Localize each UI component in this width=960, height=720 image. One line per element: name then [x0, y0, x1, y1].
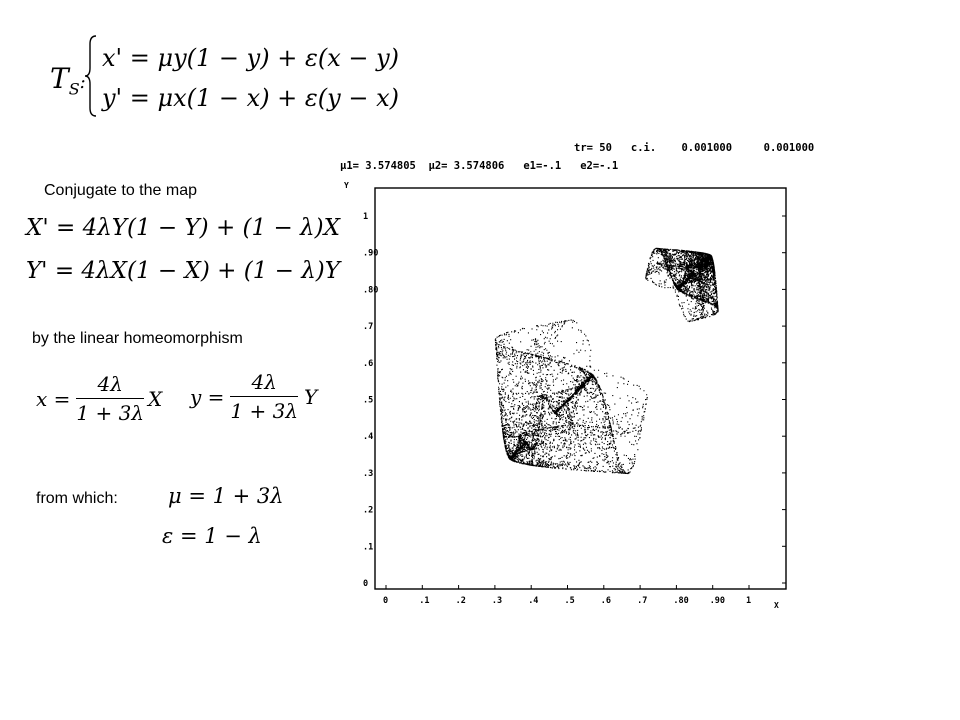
y-tick-label: .80: [363, 285, 379, 296]
x-transform-var: X: [148, 386, 163, 411]
system-colon: :: [79, 72, 86, 93]
x-tick-label: 0: [383, 596, 389, 606]
system-name: [50, 62, 86, 99]
y-tick-label: .5: [363, 395, 374, 406]
y-tick-label: .4: [363, 432, 374, 443]
x-tick-label: .1: [419, 596, 430, 606]
x-transform-numerator: 4λ: [76, 372, 144, 399]
plot-header-line2: μ1= 3.574805 μ2= 3.574806 e1=-.1 e2=-.1: [340, 160, 619, 172]
y-tick-label: .3: [363, 468, 374, 479]
from-which-label: from which:: [36, 490, 118, 507]
eps-relation: ε = 1 − λ: [162, 524, 262, 548]
conjugate-eq1: X' = 4λY(1 − Y) + (1 − λ)X: [26, 215, 340, 241]
attractor-points: [495, 248, 719, 474]
attractor-dots: [495, 248, 719, 474]
y-tick-label: .1: [363, 542, 374, 553]
y-tick-label: .7: [363, 322, 374, 333]
conjugate-label: Conjugate to the map: [44, 182, 197, 199]
plot-header-line1: tr= 50 c.i. 0.001000 0.001000: [574, 142, 815, 154]
x-tick-label: .2: [455, 596, 466, 606]
system-brace: [84, 34, 98, 118]
y-transform-lhs: y =: [190, 384, 225, 409]
x-transform-denominator: 1 + 3λ: [76, 401, 145, 425]
system-name-sub: S: [68, 79, 80, 99]
y-tick-label: 1: [363, 212, 369, 222]
x-tick-label: .90: [709, 596, 726, 606]
x-transform-fraction: [76, 372, 144, 425]
y-tick-label: .90: [363, 248, 379, 259]
y-tick-label: .2: [363, 505, 374, 516]
x-tick-label: .5: [564, 596, 575, 606]
x-tick-label: .3: [491, 596, 503, 606]
system-eq1: x' = μy(1 − y) + ε(x − y): [102, 44, 400, 72]
y-tick-label: 0: [363, 579, 369, 589]
x-transform: [36, 372, 162, 425]
y-transform-numerator: 4λ: [230, 370, 298, 397]
y-axis-label: Y: [344, 181, 349, 190]
system-name-main: T: [50, 62, 69, 95]
x-tick-label: .7: [637, 596, 648, 606]
brace-icon: [84, 34, 98, 118]
mu-relation: μ = 1 + 3λ: [168, 484, 284, 508]
homeomorphism-label: by the linear homeomorphism: [32, 330, 243, 347]
y-tick-label: .6: [363, 358, 374, 369]
attractor-plot: [330, 176, 800, 616]
y-transform-var: Y: [304, 384, 318, 409]
x-tick-label: .80: [673, 596, 689, 606]
x-tick-label: .4: [528, 596, 539, 606]
system-eq2: y' = μx(1 − x) + ε(y − x): [102, 84, 399, 112]
x-tick-label: 1: [746, 596, 752, 606]
x-tick-label: .6: [600, 596, 612, 606]
conjugate-eq2: Y' = 4λX(1 − X) + (1 − λ)Y: [26, 258, 340, 284]
y-transform-fraction: [230, 370, 298, 423]
y-transform-denominator: 1 + 3λ: [230, 399, 299, 423]
x-transform-lhs: x =: [36, 386, 71, 411]
x-axis-label: X: [774, 601, 779, 610]
y-transform: [190, 370, 317, 423]
